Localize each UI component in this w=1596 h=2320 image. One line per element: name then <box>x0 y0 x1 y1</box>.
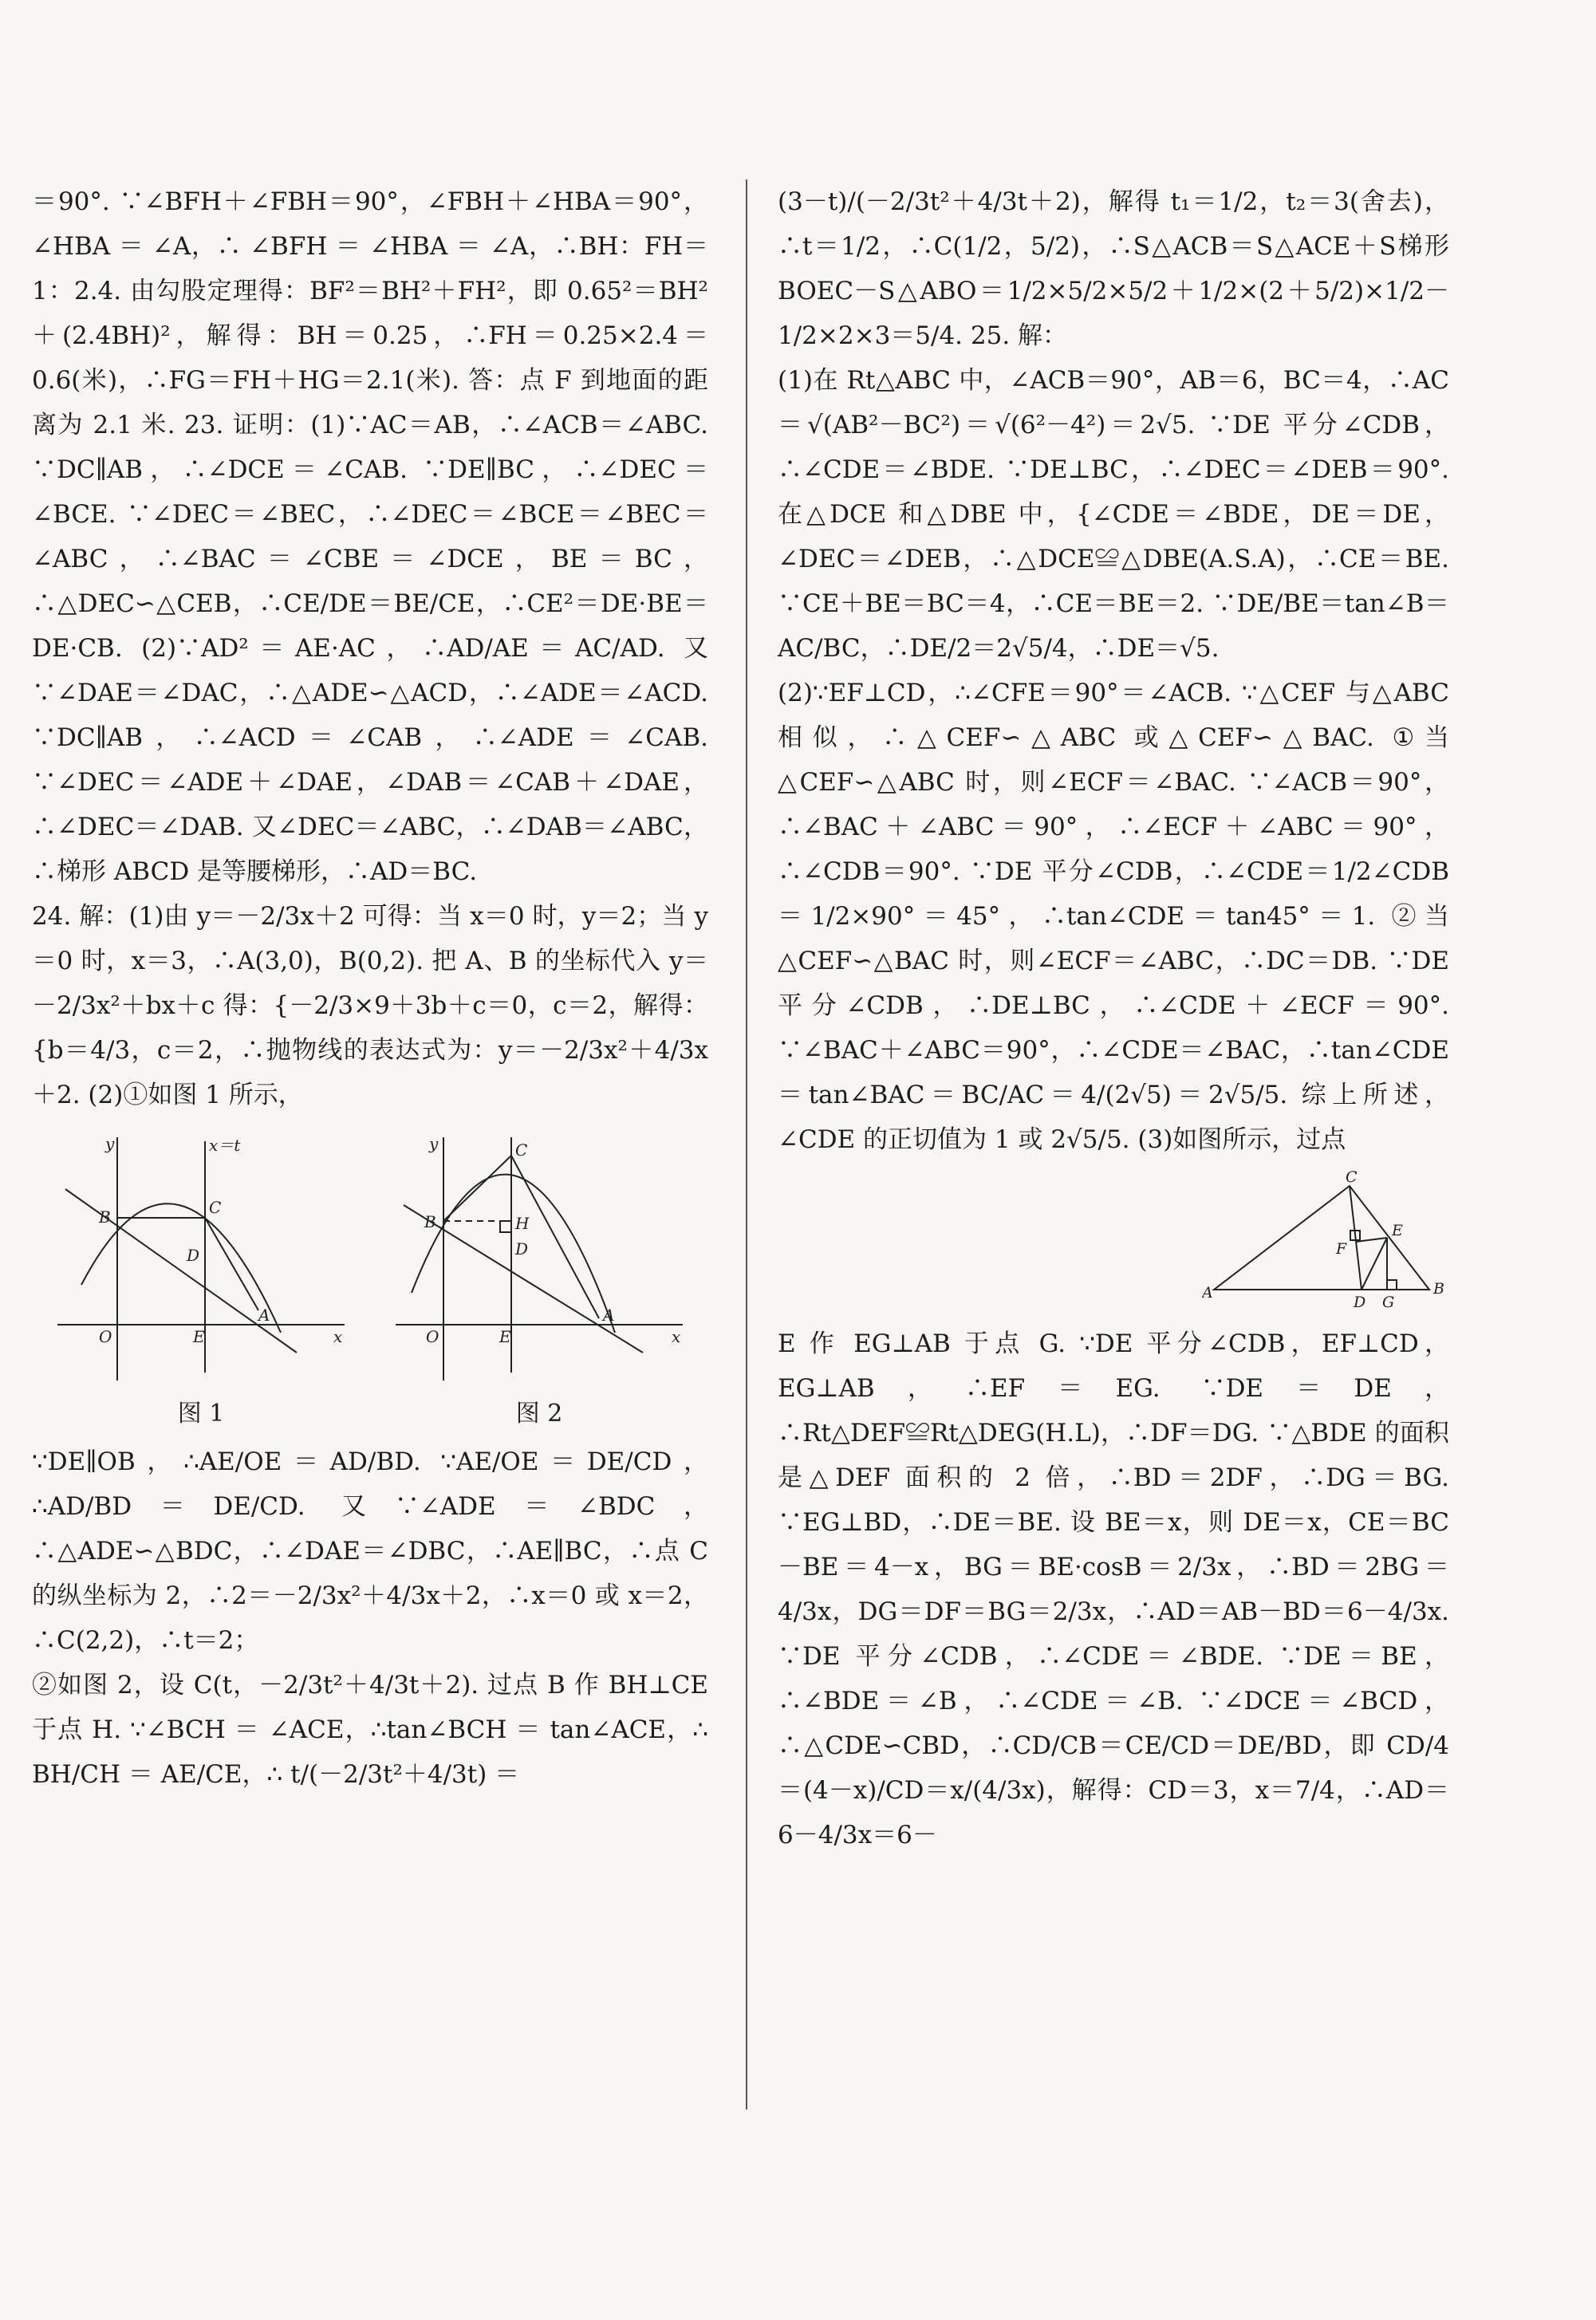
triangle-figure <box>1202 1170 1449 1314</box>
tri-label-b: B <box>1433 1280 1444 1298</box>
figure-1-graph <box>49 1133 353 1388</box>
fig2-label-h: H <box>515 1214 530 1233</box>
fig1-label-b: B <box>99 1207 111 1227</box>
fig1-label-e: E <box>193 1327 205 1346</box>
right-column <box>778 179 1457 1857</box>
parabola <box>412 1175 615 1333</box>
figure-1-caption: 图 1 <box>177 1400 225 1428</box>
parabola <box>81 1203 281 1333</box>
fig2-label-b: B <box>424 1212 436 1231</box>
fig1-label-d: D <box>187 1246 200 1265</box>
figure-2-caption: 图 2 <box>515 1400 563 1428</box>
fig1-label-x: x <box>333 1327 343 1346</box>
tri-label-g: G <box>1382 1294 1395 1311</box>
segment-ca <box>511 1156 599 1318</box>
tri-label-d: D <box>1354 1294 1366 1311</box>
segment-bc <box>443 1156 511 1221</box>
fig1-label-y: y <box>105 1134 115 1153</box>
segment-ca <box>205 1218 258 1310</box>
right-paragraph-1: (3－t)/(－2/3t²＋4/3t＋2)，解得 t₁＝1/2，t₂＝3(舍去)，∴t＝1/2，∴C(1/2，5/2)，∴S△ACB＝S△ACE＋S梯形BOEC－S△ABO＝1/2×5/2×5/2＋1/2×(2＋5/2)×1/2－1/2×2×3＝5/4. 25. 解： <box>778 187 1449 350</box>
fig2-label-a: A <box>603 1306 615 1325</box>
tri-label-f: F <box>1336 1240 1347 1258</box>
fig2-label-o: O <box>426 1327 439 1346</box>
tri-label-a: A <box>1202 1284 1213 1302</box>
fig1-label-xt: x＝t <box>209 1136 241 1155</box>
figure-2 <box>388 1133 691 1428</box>
figures-row <box>32 1133 708 1428</box>
column-divider <box>746 179 747 2109</box>
fig2-label-y: y <box>429 1134 439 1153</box>
tri-label-c: C <box>1346 1170 1358 1186</box>
right-angle-mark <box>500 1221 511 1232</box>
figure-2-graph <box>388 1133 691 1388</box>
segment-de <box>1362 1238 1387 1290</box>
left-column <box>32 179 716 1797</box>
fig1-label-c: C <box>209 1198 222 1217</box>
tri-label-e: E <box>1392 1222 1403 1239</box>
right-paragraph-2: (1)在 Rt△ABC 中，∠ACB＝90°，AB＝6，BC＝4，∴AC＝√(AB²－BC²)＝√(6²－4²)＝2√5. ∵DE 平分∠CDB，∴∠CDE＝∠BDE. ∵DE⊥BC，∴∠DEC＝∠DEB＝90°. 在△DCE 和△DBE 中，{∠CDE＝∠BDE，DE＝DE，∠DEC＝∠DEB，∴△DCE≌△DBE(A.S.A)，∴CE＝BE. ∵CE＋BE＝BC＝4，∴CE＝BE＝2. ∵DE/BE＝tan∠B＝AC/BC，∴DE/2＝2√5/4，∴DE＝√5. <box>778 366 1457 663</box>
fig2-label-c: C <box>515 1140 528 1160</box>
fig1-label-a: A <box>258 1306 270 1325</box>
right-paragraph-4: E 作 EG⊥AB 于点 G. ∵DE 平分∠CDB，EF⊥CD，EG⊥AB，∴EF＝EG. ∵DE＝DE，∴Rt△DEF≌Rt△DEG(H.L)，∴DF＝DG. ∵△BDE 的面积是△DEF 面积的 2 倍，∴BD＝2DF，∴DG＝BG. ∵EG⊥BD，∴DE＝BE. 设 BE＝x，则 DE＝x，CE＝BC－BE＝4－x，BG＝BE·cosB＝2/3x，∴BD＝2BG＝4/3x，DG＝DF＝BG＝2/3x，∴AD＝AB－BD＝6－4/3x. ∵DE 平分∠CDB，∴∠CDE＝∠BDE. ∵DE＝BE，∴∠BDE＝∠B，∴∠CDE＝∠B. ∵∠DCE＝∠BCD，∴△CDE∽CBD，∴CD/CB＝CE/CD＝DE/BD，即 CD/4＝(4－x)/CD＝x/(4/3x)，解得：CD＝3，x＝7/4，∴AD＝6－4/3x＝6－ <box>778 1329 1457 1849</box>
fig2-label-d: D <box>515 1239 529 1258</box>
right-paragraph-3: (2)∵EF⊥CD，∴∠CFE＝90°＝∠ACB. ∵△CEF 与△ABC 相似，∴△CEF∽△ABC 或△CEF∽△BAC. ①当△CEF∽△ABC 时，则∠ECF＝∠BAC. ∵∠ACB＝90°，∴∠BAC＋∠ABC＝90°，∴∠ECF＋∠ABC＝90°，∴∠CDB＝90°. ∵DE 平分∠CDB，∴∠CDE＝1/2∠CDB＝1/2×90°＝45°，∴tan∠CDE＝tan45°＝1. ②当△CEF∽△BAC 时，则∠ECF＝∠ABC，∴DC＝DB. ∵DE 平分∠CDB，∴DE⊥BC，∴∠CDE＋∠ECF＝90°. ∵∠BAC＋∠ABC＝90°，∴∠CDE＝∠BAC，∴tan∠CDE＝tan∠BAC＝BC/AC＝4/(2√5)＝2√5/5. 综上所述，∠CDE 的正切值为 1 或 2√5/5. (3)如图所示，过点 <box>778 679 1457 1154</box>
fig1-label-o: O <box>99 1327 112 1346</box>
left-paragraph-2: 24. 解：(1)由 y＝－2/3x＋2 可得：当 x＝0 时，y＝2；当 y＝0 时，x＝3，∴A(3,0)，B(0,2). 把 A、B 的坐标代入 y＝－2/3x²＋bx＋c 得：{－2/3×9＋3b＋c＝0，c＝2，解得：{b＝4/3，c＝2，∴抛物线的表达式为：y＝－2/3x²＋4/3x＋2. (2)①如图 1 所示， <box>32 902 708 1109</box>
right-angle-g <box>1387 1280 1397 1290</box>
triangle-figure-wrap <box>778 1170 1449 1314</box>
fig2-label-x: x <box>672 1327 681 1346</box>
left-paragraph-1: ＝90°. ∵∠BFH＋∠FBH＝90°，∠FBH＋∠HBA＝90°，∠HBA ＝ ∠A，∴ ∠BFH ＝ ∠HBA ＝ ∠A，∴BH：FH＝1：2.4. 由勾股定理得：BF²＝BH²＋FH²，即 0.65²＝BH²＋(2.4BH)²，解得：BH＝0.25，∴FH＝0.25×2.4＝0.6(米)，∴FG＝FH＋HG＝2.1(米). 答：点 F 到地面的距离为 2.1 米. 23. 证明：(1)∵AC＝AB，∴∠ACB＝∠ABC. ∵DC∥AB，∴∠DCE＝∠CAB. ∵DE∥BC，∴∠DEC＝∠BCE. ∵∠DEC＝∠BEC，∴∠DEC＝∠BCE＝∠BEC＝∠ABC，∴∠BAC＝∠CBE＝∠DCE，BE＝BC，∴△DEC∽△CEB，∴CE/DE＝BE/CE，∴CE²＝DE·BE＝DE·CB. (2)∵AD²＝AE·AC，∴AD/AE＝AC/AD. 又∵∠DAE＝∠DAC，∴△ADE∽△ACD，∴∠ADE＝∠ACD. ∵DC∥AB，∴∠ACD＝∠CAB，∴∠ADE＝∠CAB. ∵∠DEC＝∠ADE＋∠DAE，∠DAB＝∠CAB＋∠DAE，∴∠DEC＝∠DAB. 又∠DEC＝∠ABC，∴∠DAB＝∠ABC，∴梯形 ABCD 是等腰梯形，∴AD＝BC. <box>32 187 716 886</box>
figure-1 <box>49 1133 353 1428</box>
fig2-label-e: E <box>499 1327 511 1346</box>
left-paragraph-3: ∵DE∥OB，∴AE/OE＝AD/BD. ∵AE/OE＝DE/CD，∴AD/BD＝DE/CD. 又∵∠ADE＝∠BDC，∴△ADE∽△BDC，∴∠DAE＝∠DBC，∴AE∥BC，∴点 C 的纵坐标为 2，∴2＝－2/3x²＋4/3x＋2，∴x＝0 或 x＝2，∴C(2,2)，∴t＝2； <box>32 1448 716 1655</box>
left-paragraph-4: ②如图 2，设 C(t，－2/3t²＋4/3t＋2). 过点 B 作 BH⊥CE 于点 H. ∵∠BCH ＝ ∠ACE，∴tan∠BCH ＝ tan∠ACE，∴ BH/CH ＝ AE/CE，∴ t/(－2/3t²＋4/3t) ＝ <box>32 1671 716 1789</box>
